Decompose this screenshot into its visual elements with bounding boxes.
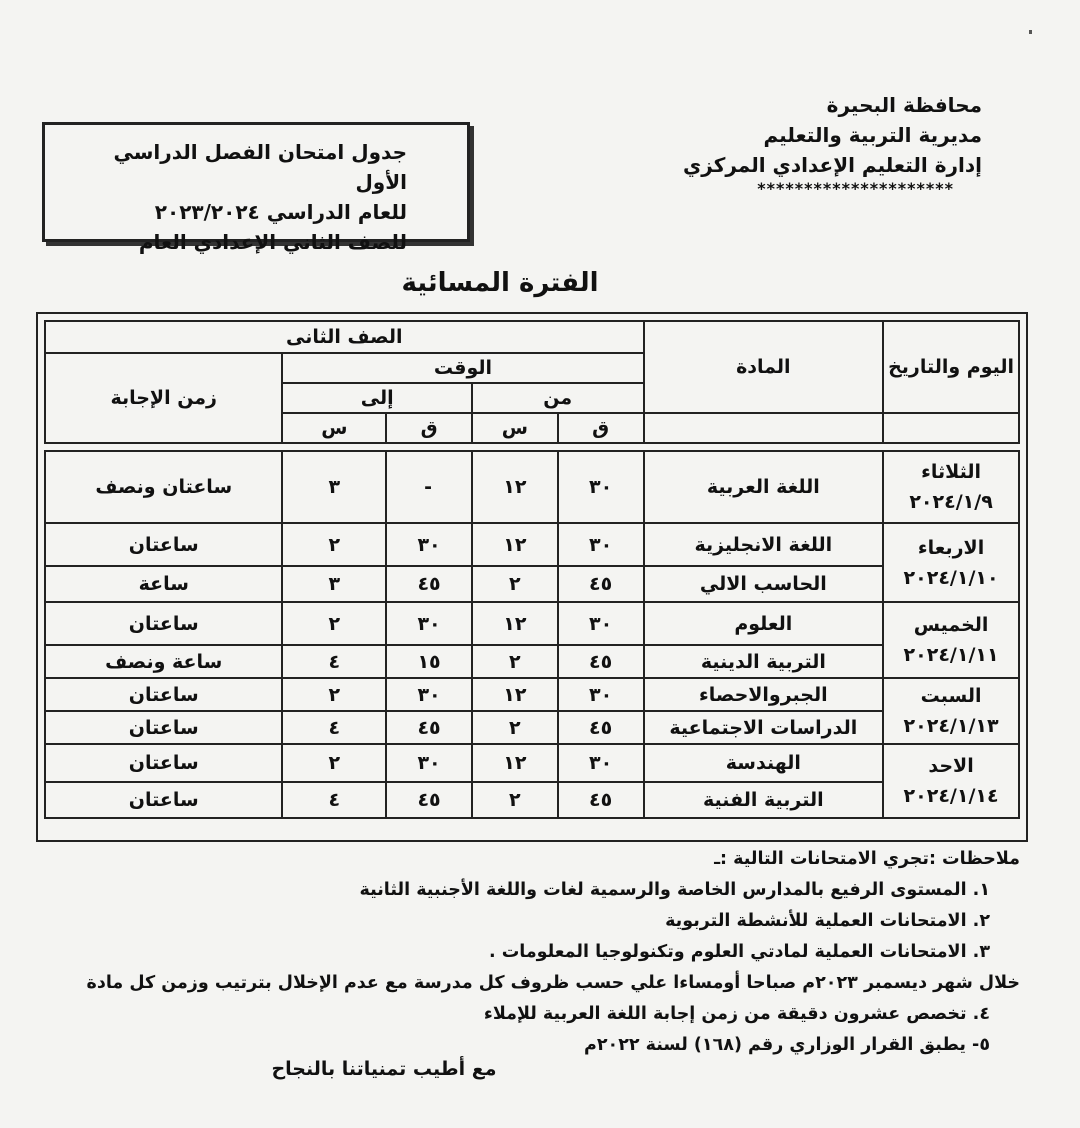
- to-minute-cell: ١٥: [386, 645, 472, 678]
- table-row: [45, 523, 1019, 566]
- schedule-table-frame: [36, 312, 1028, 842]
- header-from-hour: س: [472, 413, 558, 443]
- subject-cell: اللغة الانجليزية: [644, 523, 884, 566]
- header-day-date: اليوم والتاريخ: [883, 321, 1019, 413]
- header-from-minute: ق: [558, 413, 644, 443]
- to-minute-cell: ٣٠: [386, 602, 472, 645]
- duration-cell: ساعة ونصف: [45, 645, 282, 678]
- from-hour-cell: ١٢: [472, 451, 558, 523]
- note-item-2: ٢. الامتحانات العملية للأنشطة التربوية: [665, 911, 990, 931]
- schedule-table: [44, 320, 1020, 819]
- duration-cell: ساعتان ونصف: [45, 451, 282, 523]
- schedule-title-box: [42, 122, 470, 254]
- subject-cell: الجبروالاحصاء: [644, 678, 884, 711]
- table-row: [45, 451, 1019, 523]
- to-minute-cell: ٤٥: [386, 711, 472, 744]
- governorate: محافظة البحيرة: [826, 93, 982, 117]
- subject-cell: التربية الفنية: [644, 782, 884, 818]
- subject-cell: الحاسب الالي: [644, 566, 884, 602]
- day-date-cell: [883, 678, 1019, 744]
- day-date-cell: [883, 602, 1019, 678]
- day-date: ٢٠٢٤/١/١٠: [903, 566, 999, 589]
- day-name: الخميس: [913, 614, 989, 636]
- note-item-4: ٤. تخصص عشرون دقيقة من زمن إجابة اللغة العربية للإملاء: [483, 1004, 990, 1024]
- period-title: الفترة المسائية: [401, 268, 599, 298]
- from-hour-cell: ١٢: [472, 602, 558, 645]
- to-minute-cell: ٣٠: [386, 678, 472, 711]
- duration-cell: ساعتان: [45, 744, 282, 782]
- title-line-2: للعام الدراسي ٢٠٢٣/٢٠٢٤: [154, 200, 407, 224]
- to-minute-cell: ٣٠: [386, 744, 472, 782]
- to-minute-cell: ٣٠: [386, 523, 472, 566]
- from-minute-cell: ٤٥: [558, 711, 644, 744]
- day-name: الاربعاء: [917, 536, 985, 559]
- to-minute-cell: ٤٥: [386, 566, 472, 602]
- duration-cell: ساعتان: [45, 523, 282, 566]
- to-hour-cell: ٢: [282, 678, 386, 711]
- subject-cell: اللغة العربية: [644, 451, 884, 523]
- to-minute-cell: -: [386, 451, 472, 523]
- subject-cell: الدراسات الاجتماعية: [644, 711, 884, 744]
- day-name: السبت: [920, 685, 982, 707]
- duration-cell: ساعتان: [45, 602, 282, 645]
- header-to-hour: س: [282, 413, 386, 443]
- from-minute-cell: ٤٥: [558, 566, 644, 602]
- from-hour-cell: ١٢: [472, 744, 558, 782]
- table-row: [45, 678, 1019, 711]
- to-minute-cell: ٤٥: [386, 782, 472, 818]
- subject-cell: الهندسة: [644, 744, 884, 782]
- from-minute-cell: ٤٥: [558, 645, 644, 678]
- day-date: ٢٠٢٤/١/١١: [903, 644, 999, 666]
- issuer-header: [652, 90, 982, 198]
- title-line-1: جدول امتحان الفصل الدراسي الأول: [113, 140, 407, 194]
- from-minute-cell: ٤٥: [558, 782, 644, 818]
- to-hour-cell: ٣: [282, 451, 386, 523]
- note-item-5: ٥- يطبق القرار الوزاري رقم (١٦٨) لسنة ٢٠٢٢م: [584, 1035, 990, 1055]
- subject-cell: العلوم: [644, 602, 884, 645]
- from-hour-cell: ٢: [472, 782, 558, 818]
- from-hour-cell: ١٢: [472, 523, 558, 566]
- duration-cell: ساعتان: [45, 678, 282, 711]
- header-grade: الصف الثانى: [45, 321, 644, 353]
- day-name: الاحد: [928, 755, 974, 777]
- to-hour-cell: ٤: [282, 711, 386, 744]
- table-row: [45, 602, 1019, 645]
- to-hour-cell: ٣: [282, 566, 386, 602]
- note-item-1: ١. المستوى الرفيع بالمدارس الخاصة والرسمية لغات واللغة الأجنبية الثانية: [359, 880, 990, 900]
- day-date: ٢٠٢٤/١/١٤: [903, 785, 999, 807]
- duration-cell: ساعتان: [45, 782, 282, 818]
- from-minute-cell: ٣٠: [558, 451, 644, 523]
- notes-heading: ملاحظات :تجري الامتحانات التالية :ـ: [714, 849, 1020, 869]
- to-hour-cell: ٢: [282, 523, 386, 566]
- day-date-cell: [883, 744, 1019, 818]
- closing-wish: مع أطيب تمنياتنا بالنجاح: [271, 1058, 497, 1080]
- header-from: من: [472, 383, 644, 413]
- day-date: ٢٠٢٤/١/٩: [909, 491, 993, 513]
- duration-cell: ساعتان: [45, 711, 282, 744]
- title-line-3: للصف الثاني الإعدادي العام: [138, 230, 407, 254]
- stars-divider: *********************: [757, 179, 954, 198]
- table-row: [45, 744, 1019, 782]
- from-hour-cell: ٢: [472, 566, 558, 602]
- day-date-cell: [883, 451, 1019, 523]
- note-item-3: ٣. الامتحانات العملية لمادتي العلوم وتكنولوجيا المعلومات .: [488, 942, 990, 962]
- day-date: ٢٠٢٤/١/١٣: [903, 715, 999, 737]
- from-minute-cell: ٣٠: [558, 678, 644, 711]
- duration-cell: ساعة: [45, 566, 282, 602]
- table-row: [45, 566, 1019, 602]
- day-date-cell: [883, 523, 1019, 602]
- administration: إدارة التعليم الإعدادي المركزي: [682, 153, 982, 177]
- to-hour-cell: ٤: [282, 782, 386, 818]
- from-hour-cell: ١٢: [472, 678, 558, 711]
- directorate: مديرية التربية والتعليم: [763, 123, 982, 147]
- note-continuation: خلال شهر ديسمبر ٢٠٢٣م صباحا أومساءا علي حسب ظروف كل مدرسة مع عدم الإخلال بترتيب وزمن كل مادة: [86, 973, 1020, 993]
- to-hour-cell: ٢: [282, 744, 386, 782]
- from-minute-cell: ٣٠: [558, 602, 644, 645]
- table-row: [45, 782, 1019, 818]
- header-to: إلى: [282, 383, 472, 413]
- from-minute-cell: ٣٠: [558, 523, 644, 566]
- header-to-minute: ق: [386, 413, 472, 443]
- notes-section: [10, 844, 1020, 1061]
- day-name: الثلاثاء: [921, 461, 981, 483]
- table-row: [45, 711, 1019, 744]
- from-hour-cell: ٢: [472, 645, 558, 678]
- subject-cell: التربية الدينية: [644, 645, 884, 678]
- table-row: [45, 645, 1019, 678]
- from-minute-cell: ٣٠: [558, 744, 644, 782]
- to-hour-cell: ٤: [282, 645, 386, 678]
- from-hour-cell: ٢: [472, 711, 558, 744]
- to-hour-cell: ٢: [282, 602, 386, 645]
- speck: [1029, 30, 1032, 34]
- header-subject: المادة: [644, 321, 884, 413]
- header-time: الوقت: [282, 353, 643, 383]
- header-duration: زمن الإجابة: [45, 353, 282, 443]
